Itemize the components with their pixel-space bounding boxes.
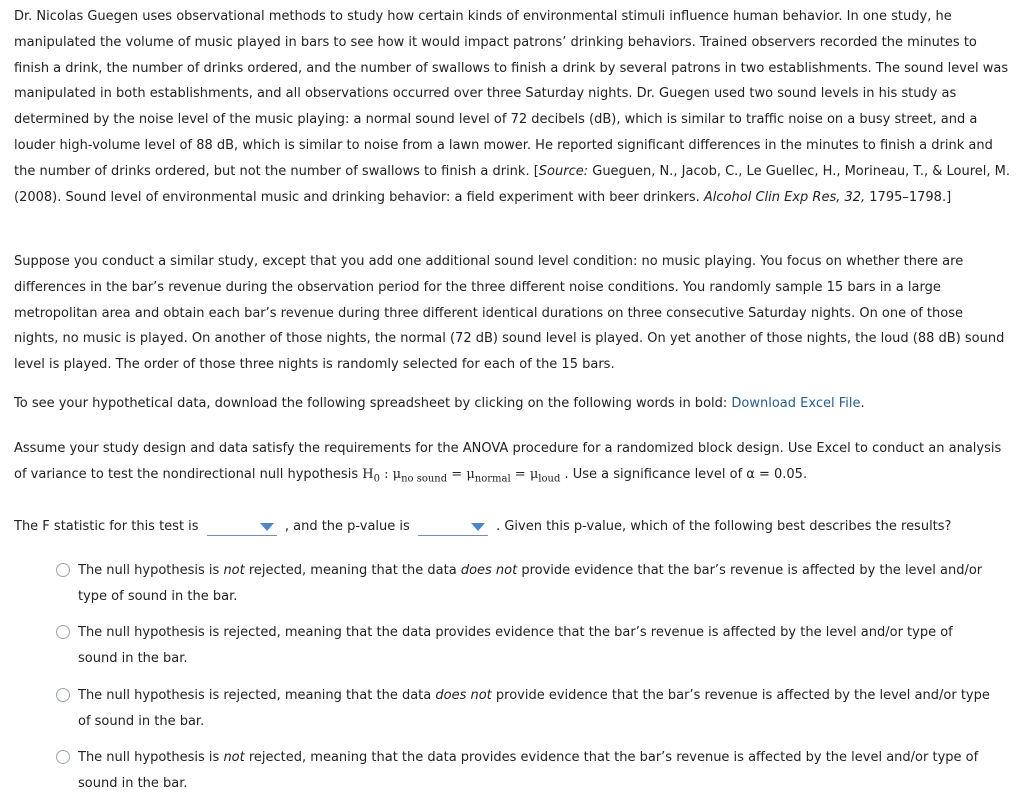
- null-hypothesis-formula: [362, 466, 561, 485]
- answer-option-2-text[interactable]: [78, 620, 993, 672]
- download-text: To see your hypothetical data, download the following spreadsheet by clicking on the following words in bold:: [14, 396, 732, 411]
- anova-after-text: . Use a significance level of α = 0.05.: [560, 466, 808, 482]
- answer-option-3-text[interactable]: [78, 683, 993, 735]
- option-text-part: provide evidence that the bar’s revenue is affected by the level and/or type of sound in the bar.: [78, 688, 990, 729]
- option-text-part: provide evidence that the bar’s revenue is affected by the level and/or type of sound in the bar.: [78, 563, 983, 604]
- mu-symbol-2: μ: [466, 466, 475, 482]
- equals-symbol-2: =: [510, 466, 530, 482]
- source-label: Source:: [538, 163, 589, 179]
- p-value-label: , and the p-value is: [284, 519, 414, 534]
- option-text-part: The null hypothesis is rejected, meaning that the data provides evidence that the bar’s revenue is affected by the level and/or type of sound in the bar.: [78, 625, 953, 666]
- f-statistic-label: The F statistic for this test is: [14, 519, 203, 534]
- journal-name: Alcohol Clin Exp Res, 32,: [703, 189, 866, 205]
- option-text-part: rejected, meaning that the data provides evidence that the bar’s revenue is affected by the level and/or type of sound in the bar.: [78, 750, 979, 791]
- citation-text: Gueguen, N., Jacob, C., Le Guellec, H., Morineau, T., & Lourel, M. (2008). Sound level of environmental music and drinking behavior: a field experiment with beer drinkers.: [14, 163, 1010, 205]
- h-subscript: 0: [373, 473, 380, 485]
- question-line: [14, 514, 1010, 539]
- intro-paragraph: [14, 4, 1010, 210]
- radio-button-2[interactable]: [56, 625, 70, 639]
- option-emphasis: does not: [460, 563, 518, 578]
- citation-pages: 1795–1798.]: [865, 189, 952, 205]
- radio-button-1[interactable]: [56, 563, 70, 577]
- download-period: .: [860, 396, 865, 411]
- option-text-part: The null hypothesis is: [78, 563, 224, 578]
- option-text-part: rejected, meaning that the data: [244, 563, 461, 578]
- mu-subscript-loud: loud: [538, 473, 561, 485]
- download-excel-link[interactable]: Download Excel File: [731, 396, 861, 411]
- intro-text: Dr. Nicolas Guegen uses observational methods to study how certain kinds of environmental stimuli influence human behavior. In one study, he manipulated the volume of music played in bars to see how it would impact patrons’ drinking behaviors. Trained observers recorded the minutes to finish a drink, the number of drinks ordered, and the number of swallows to finish a drink by several patrons in two establishments. The sound level was manipulated in both establishments, and all observations occurred over three Saturday nights. Dr. Guegen used two sound levels in his study as determined by the noise level of the music playing: a normal sound level of 72 decibels (dB), which is similar to traffic noise on a busy street, and a louder high-volume level of 88 dB, which is similar to noise from a lawn mower. He reported significant differences in the minutes to finish a drink and the number of drinks ordered, but not the number of swallows to finish a drink. [: [14, 9, 1009, 179]
- study-paragraph: Suppose you conduct a similar study, except that you add one additional sound level condition: no music playing. You focus on whether there are differences in the bar’s revenue during the observation period for the three different noise conditions. You randomly sample 15 bars in a large metropolitan area and obtain each bar’s revenue during three different identical durations on three consecutive Saturday nights. On one of those nights, no music is played. On another of those nights, the normal (72 dB) sound level is played. On yet another of those nights, the loud (88 dB) sound level is played. The order of those three nights is randomly selected for each of the 15 bars.: [14, 254, 1005, 373]
- option-emphasis: not: [223, 750, 245, 765]
- caret-down-icon: [471, 523, 485, 531]
- f-statistic-dropdown[interactable]: [207, 517, 277, 536]
- radio-button-4[interactable]: [56, 750, 70, 764]
- option-text-part: The null hypothesis is rejected, meaning that the data: [78, 688, 436, 703]
- option-emphasis: does not: [435, 688, 492, 703]
- radio-button-3[interactable]: [56, 688, 70, 702]
- equals-symbol-1: =: [447, 466, 467, 482]
- colon-symbol: :: [379, 466, 393, 482]
- answer-option-1-text[interactable]: [78, 558, 993, 610]
- option-text-part: The null hypothesis is: [78, 750, 224, 765]
- mu-symbol-3: μ: [529, 466, 539, 482]
- mu-symbol-1: μ: [392, 466, 402, 482]
- option-emphasis: not: [223, 563, 245, 578]
- answer-option-4-text[interactable]: [78, 745, 993, 797]
- anova-paragraph: [14, 436, 1010, 492]
- results-question-text: . Given this p-value, which of the following best describes the results?: [496, 519, 952, 534]
- p-value-dropdown[interactable]: [418, 517, 488, 536]
- mu-subscript-normal: normal: [474, 473, 511, 485]
- download-paragraph: [14, 391, 1010, 417]
- h-symbol: H: [362, 466, 374, 482]
- mu-subscript-no-sound: no sound: [401, 473, 448, 485]
- anova-text: Assume your study design and data satisfy the requirements for the ANOVA procedure for a randomized block design. Use Excel to conduct an analysis of variance to test the nondirectional null hypothesis: [14, 441, 1002, 482]
- caret-down-icon: [260, 523, 274, 531]
